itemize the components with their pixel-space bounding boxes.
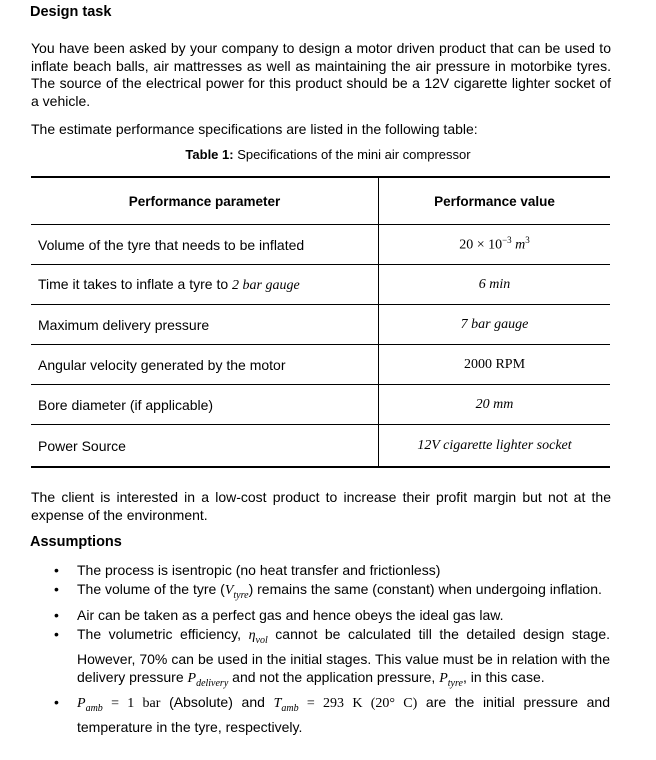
table-row — [31, 425, 610, 468]
param-cell: Time it takes to inflate a tyre to 2 bar gauge — [31, 265, 379, 305]
param-cell: Angular velocity generated by the motor — [31, 345, 379, 385]
param-cell: Bore diameter (if applicable) — [31, 385, 379, 425]
param-cell: Power Source — [31, 425, 379, 468]
list-item: • The process is isentropic (no heat transfer and frictionless) — [54, 562, 441, 578]
param-cell: Maximum delivery pressure — [31, 305, 379, 345]
estimate-paragraph: The estimate performance specifications are listed in the following table: — [31, 121, 478, 137]
list-item: • $P_{amb} = 1$ bar (Absolute) and $T_{amb} = 293$ K (20° C) are the initial pressure and temperature in the tyre, respectively. — [54, 694, 610, 736]
value-cell: 20 mm — [475, 396, 514, 412]
bullet-icon: • — [54, 562, 59, 578]
param-cell: Volume of the tyre that needs to be inflated — [31, 225, 379, 265]
list-item: • The volumetric efficiency, $\eta_{vol}$ cannot be calculated till the detailed design stage. However, 70% can be used in the initial stages. This value must be in relation with the delivery pressure $P_{delivery}$ and not the application pressure, $P_{tyre}$, in this case. — [54, 625, 610, 689]
table-caption-text: Specifications of the mini air compressor — [233, 147, 471, 162]
table-row — [31, 345, 610, 385]
assumptions-heading: Assumptions — [30, 534, 122, 550]
list-item: • The volume of the tyre $(V_{tyre})$ remains the same (constant) when undergoing inflation. — [54, 581, 602, 601]
assumptions-list — [50, 561, 610, 737]
bullet-icon: • — [54, 625, 59, 642]
value-cell: 7 bar gauge — [460, 316, 529, 332]
spec-table — [31, 176, 610, 468]
value-cell: 12V cigarette lighter socket — [417, 437, 572, 453]
value-cell: 2000 RPM — [463, 356, 526, 372]
bullet-icon: • — [54, 694, 59, 711]
table-header-row — [31, 177, 610, 225]
client-paragraph: The client is interested in a low-cost product to increase their profit margin but not at the expense of the environment. — [31, 489, 611, 523]
section-heading: Design task — [30, 4, 112, 20]
bullet-icon: • — [54, 581, 59, 597]
table-row — [31, 265, 610, 305]
value-cell: 6 min — [478, 276, 511, 292]
header-value: Performance value — [434, 193, 555, 209]
bullet-icon: • — [54, 606, 59, 623]
list-item: • Air can be taken as a perfect gas and hence obeys the ideal gas law. — [54, 606, 504, 623]
intro-paragraph: You have been asked by your company to design a motor driven product that can be used to inflate beach balls, air mattresses as well as maintaining the air pressure in motorbike tyres. The source of the electrical power for this product should be a 12V cigarette lighter socket of a vehicle. — [31, 40, 611, 109]
table-row — [31, 225, 610, 265]
table-caption — [0, 147, 656, 162]
table-row — [31, 385, 610, 425]
header-parameter: Performance parameter — [31, 177, 379, 225]
table-row — [31, 305, 610, 345]
value-cell: $20 \times 10^{-3}$ $m^3$ — [459, 235, 530, 253]
table-caption-label: Table 1: — [185, 147, 234, 162]
